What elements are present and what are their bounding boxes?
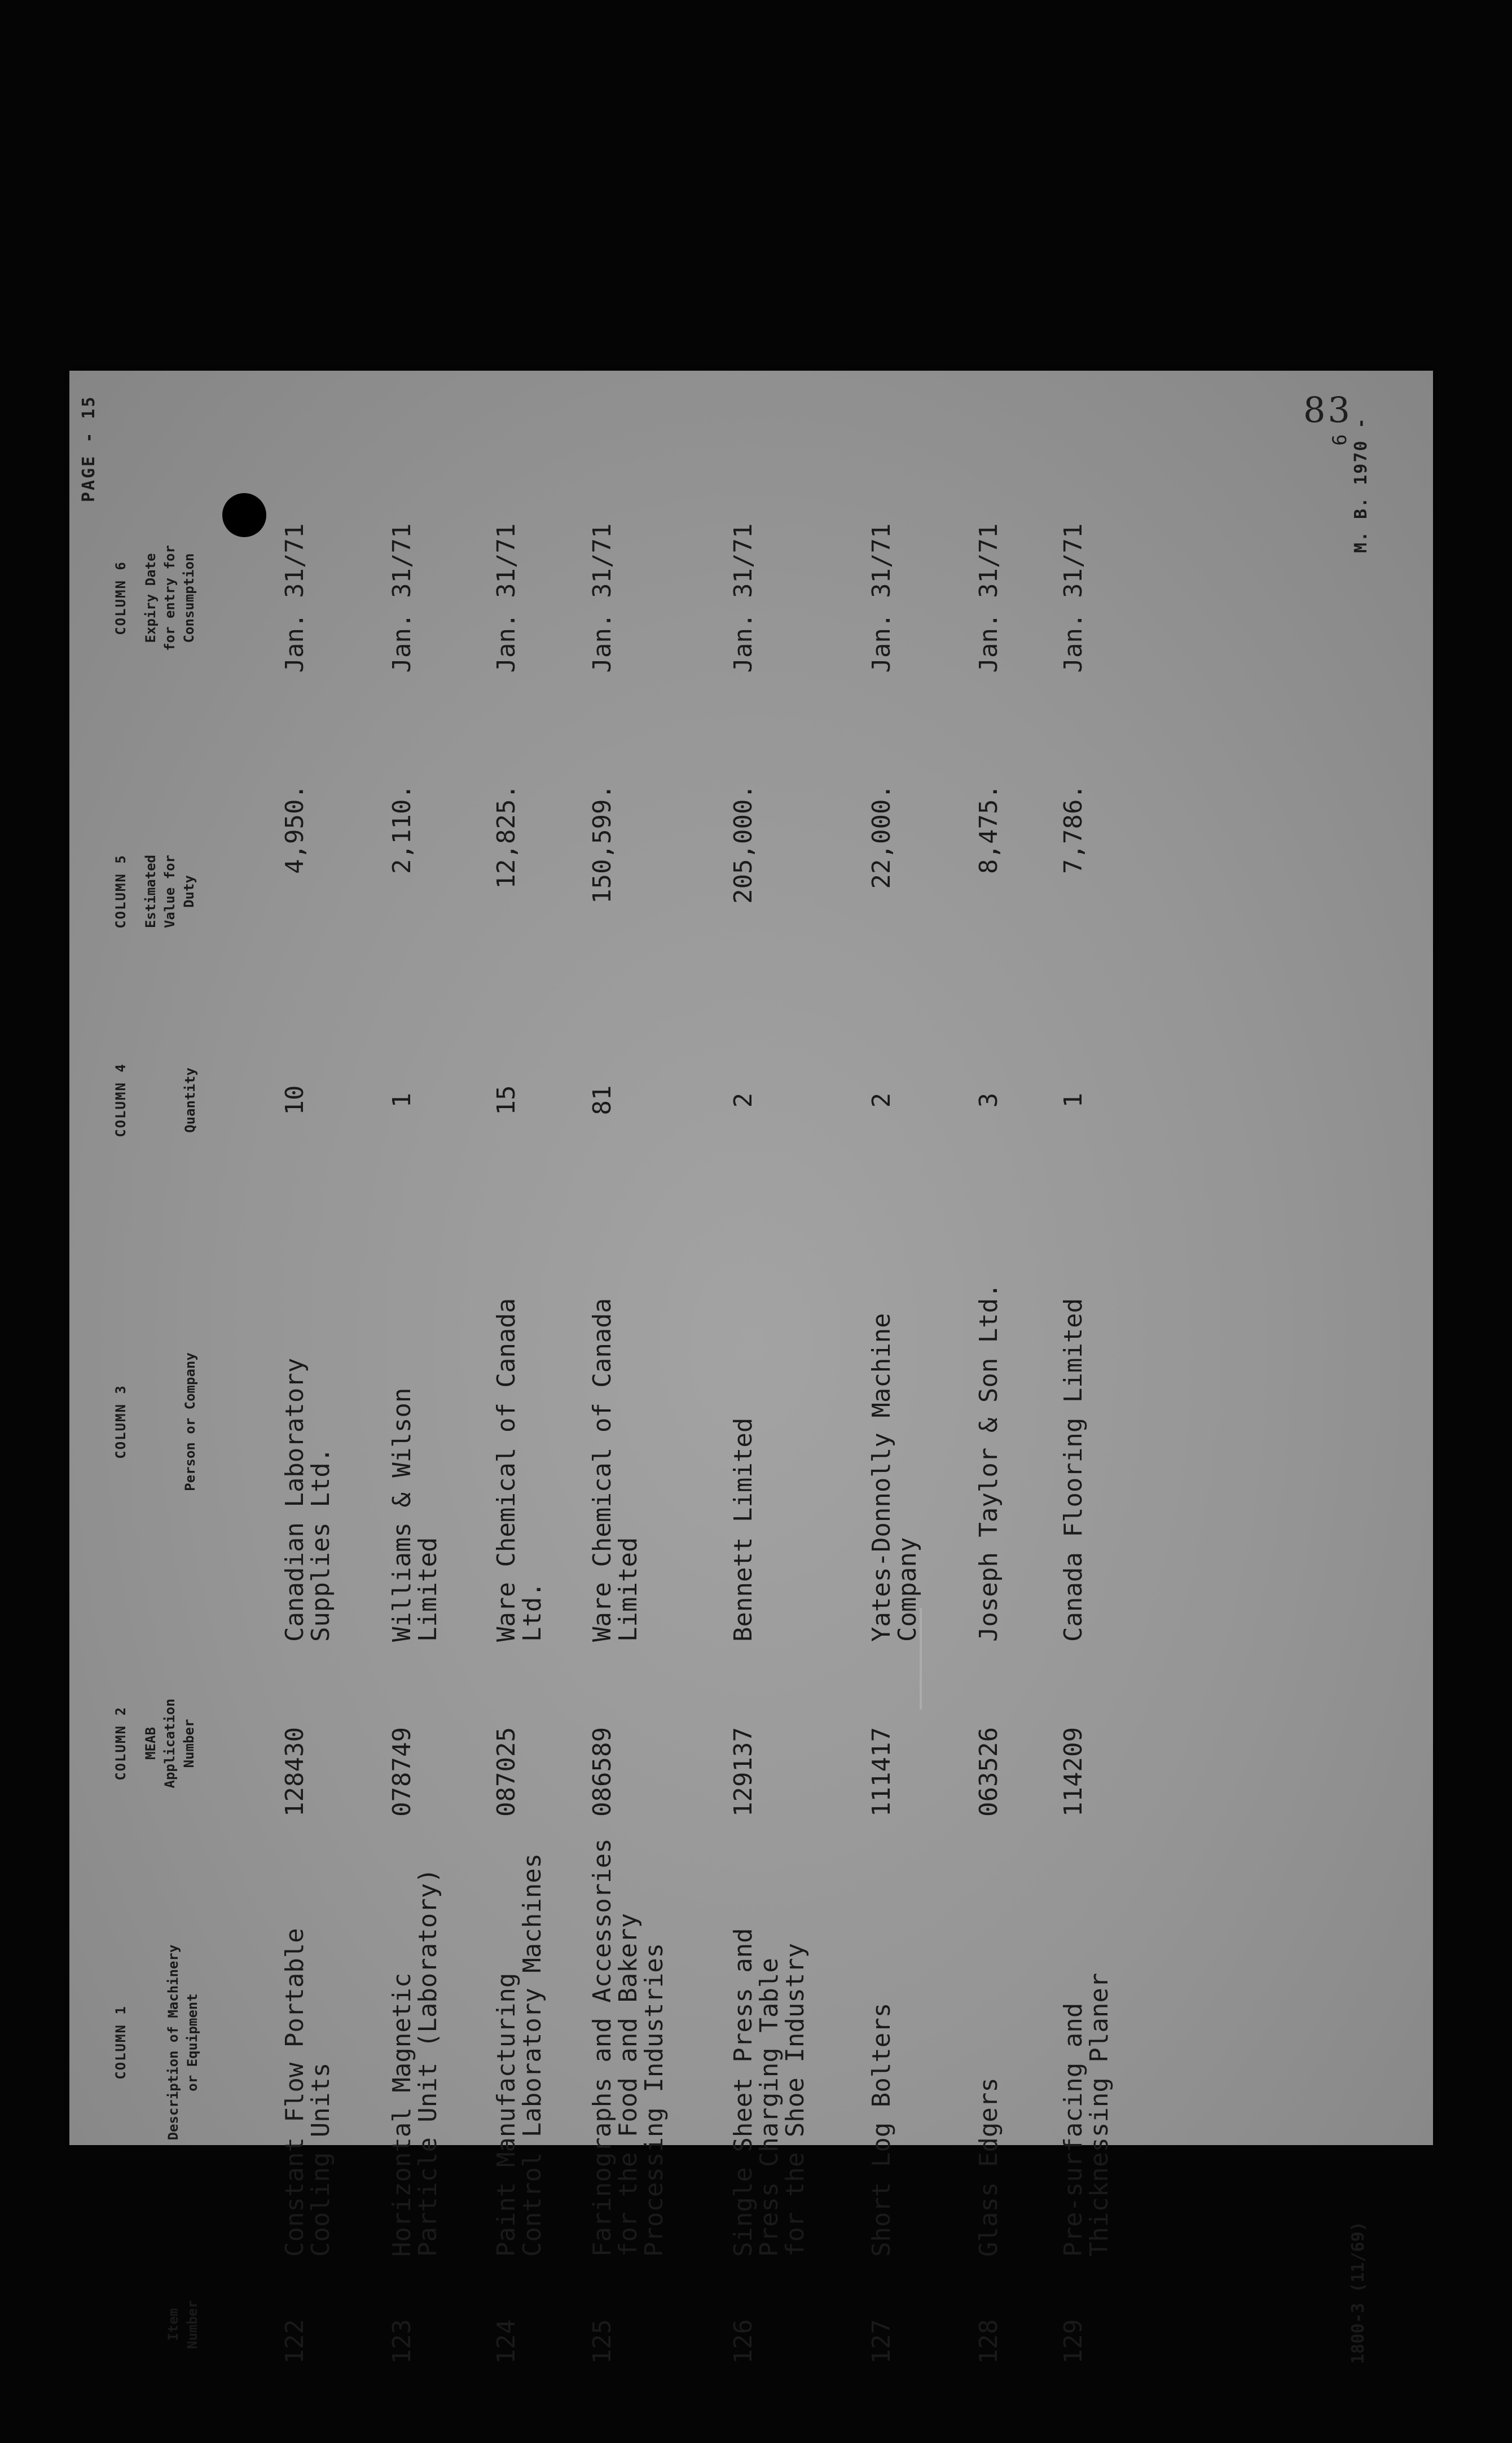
expiry-date: Jan. 31/71: [492, 523, 521, 673]
application-number: 111417: [867, 1727, 896, 1817]
person-company: Bennett Limited: [729, 1417, 758, 1642]
application-number: 078749: [388, 1727, 416, 1817]
page-number: 83: [1303, 389, 1352, 430]
application-number: 087025: [492, 1727, 521, 1817]
header-description: Description of Machinery or Equipment: [165, 1944, 200, 2141]
item-number: 127: [867, 2319, 896, 2364]
footer-reference: M. B. 1970 -: [1351, 417, 1371, 553]
header-expiry-date: Expiry Date for entry for Consumption: [143, 545, 197, 651]
expiry-date: Jan. 31/71: [1059, 523, 1088, 673]
description: Glass Edgers: [974, 2077, 1003, 2257]
item-number: 123: [388, 2319, 416, 2364]
estimated-value: 22,000.: [867, 784, 896, 889]
header-person-company: Person or Company: [182, 1352, 198, 1491]
estimated-value: 7,786.: [1059, 784, 1088, 874]
item-number: 122: [280, 2319, 309, 2364]
application-number: 114209: [1059, 1727, 1088, 1817]
item-number: 129: [1059, 2319, 1088, 2364]
quantity: 15: [492, 1085, 521, 1115]
quantity: 1: [388, 1092, 416, 1108]
rotated-table: [73, 73, 1427, 2443]
expiry-date: Jan. 31/71: [729, 523, 758, 673]
person-company: Ware Chemical of Canada Ltd.: [492, 1298, 547, 1642]
estimated-value: 150,599.: [588, 784, 617, 904]
application-number: 086589: [588, 1727, 617, 1817]
expiry-date: Jan. 31/71: [280, 523, 309, 673]
item-number: 128: [974, 2319, 1003, 2364]
form-number: 1800-3 (11/69): [1348, 2221, 1368, 2364]
header-application-number: MEAB Application Number: [143, 1698, 197, 1789]
col3-title: COLUMN 3: [113, 1385, 129, 1459]
expiry-date: Jan. 31/71: [388, 523, 416, 673]
quantity: 81: [588, 1085, 617, 1115]
estimated-value: 205,000.: [729, 784, 758, 904]
col6-title: COLUMN 6: [113, 561, 129, 635]
description: Horizontal Magnetic Particle Unit (Laboratory): [388, 1868, 442, 2257]
description: Pre-surfacing and Thicknessing Planer: [1059, 1972, 1114, 2257]
description: Constant Flow Portable Cooling Units: [280, 1928, 335, 2257]
application-number: 063526: [974, 1727, 1003, 1817]
estimated-value: 2,110.: [388, 784, 416, 874]
expiry-date: Jan. 31/71: [588, 523, 617, 673]
col4-title: COLUMN 4: [113, 1063, 129, 1137]
person-company: Williams & Wilson Limited: [388, 1387, 442, 1642]
header-item-number: Item Number: [165, 2300, 200, 2349]
quantity: 3: [974, 1092, 1003, 1108]
col2-title: COLUMN 2: [113, 1706, 129, 1781]
description: Single Sheet Press and Press Charging Table for the Shoe Industry: [729, 1928, 810, 2257]
application-number: 128430: [280, 1727, 309, 1817]
footer-margin-digit: 6: [1329, 434, 1351, 446]
application-number: 129137: [729, 1727, 758, 1817]
quantity: 10: [280, 1085, 309, 1115]
person-company: Yates-Donnolly Machine Company: [867, 1313, 922, 1642]
expiry-date: Jan. 31/71: [974, 523, 1003, 673]
estimated-value: 8,475.: [974, 784, 1003, 874]
person-company: Canadian Laboratory Supplies Ltd.: [280, 1357, 335, 1642]
description: Farinographs and Accessories for the Food and Bakery Processing Industries: [588, 1838, 669, 2257]
person-company: Joseph Taylor & Son Ltd.: [974, 1283, 1003, 1642]
col1-title: COLUMN 1: [113, 2005, 129, 2080]
quantity: 1: [1059, 1092, 1088, 1108]
person-company: Canada Flooring Limited: [1059, 1298, 1088, 1642]
item-number: 126: [729, 2319, 758, 2364]
estimated-value: 12,825.: [492, 784, 521, 889]
page-label: PAGE - 15: [79, 395, 99, 502]
estimated-value: 4,950.: [280, 784, 309, 874]
item-number: 124: [492, 2319, 521, 2364]
person-company: Ware Chemical of Canada Limited: [588, 1298, 643, 1642]
header-estimated-value: Estimated Value for Duty: [143, 854, 197, 929]
header-quantity: Quantity: [182, 1067, 198, 1133]
expiry-date: Jan. 31/71: [867, 523, 896, 673]
quantity: 2: [729, 1092, 758, 1108]
col5-title: COLUMN 5: [113, 854, 129, 929]
description: Short Log Bolters: [867, 2002, 896, 2257]
description: Paint Manufacturing Control Laboratory Machines: [492, 1853, 547, 2257]
item-number: 125: [588, 2319, 617, 2364]
quantity: 2: [867, 1092, 896, 1108]
